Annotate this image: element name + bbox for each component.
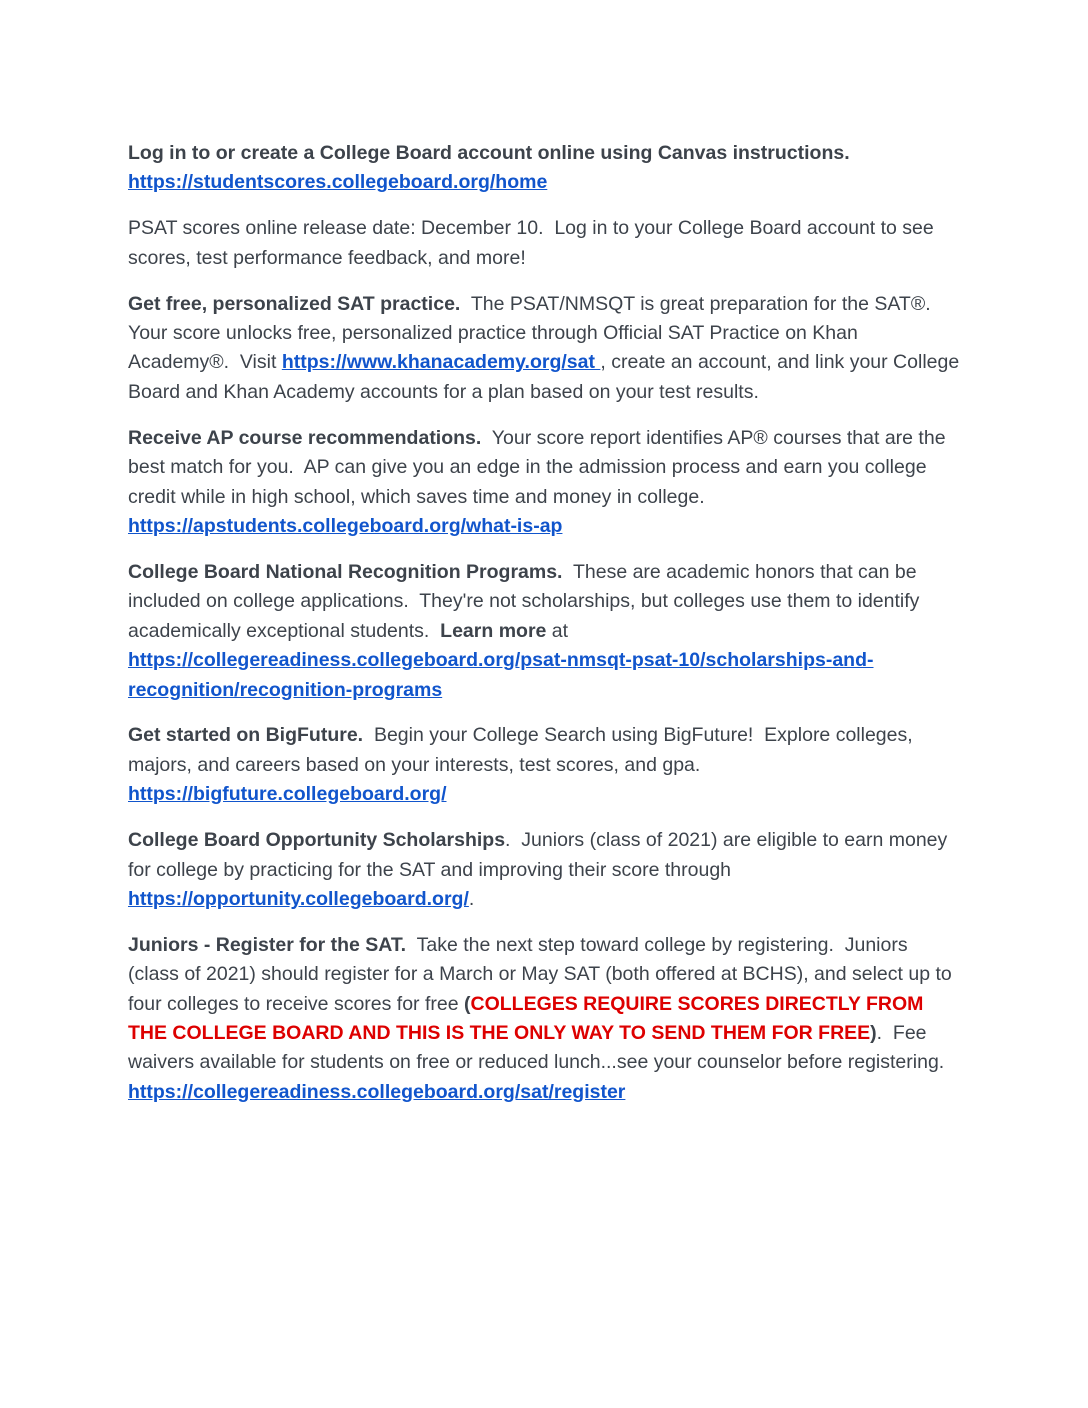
- para-register-sat: [128, 931, 960, 1107]
- document-body: [128, 139, 965, 1107]
- para-ap-recommendations: [128, 424, 960, 542]
- text-run: Get free, personalized SAT practice.: [128, 292, 461, 315]
- text-run: , create an account, and link your College Board and Khan Academy accounts for a plan based on your test results.: [128, 351, 965, 403]
- text-run: ): [870, 1022, 877, 1045]
- para-opportunity-scholarships: [128, 826, 960, 914]
- text-run: Get started on BigFuture.: [128, 724, 364, 747]
- link-recognition-programs[interactable]: https://collegereadiness.collegeboard.org/psat-nmsqt-psat-10/scholarships-and-recognition/recognition-programs: [128, 649, 874, 701]
- para-login-account: [128, 139, 960, 198]
- link-opportunity[interactable]: https://opportunity.collegeboard.org/: [128, 887, 469, 910]
- link-apstudents[interactable]: https://apstudents.collegeboard.org/what-is-ap: [128, 514, 563, 537]
- text-run: PSAT scores online release date: December 10. Log in to your College Board account to see scores, test performance feedback, and more!: [128, 217, 940, 269]
- link-studentscores[interactable]: https://studentscores.collegeboard.org/home: [128, 171, 548, 194]
- para-sat-practice: [128, 290, 965, 408]
- para-recognition-programs: [128, 558, 960, 705]
- text-run: . Fee waivers available for students on free or reduced lunch...see your counselor before registering.: [128, 1022, 945, 1074]
- link-khanacademy[interactable]: https://www.khanacademy.org/sat: [281, 351, 601, 374]
- text-run: (: [464, 992, 471, 1015]
- text-run: Log in to or create a College Board account online using Canvas instructions.: [128, 142, 850, 164]
- text-run: COLLEGES REQUIRE SCORES DIRECTLY FROM THE COLLEGE BOARD AND THIS IS THE ONLY WAY TO SEND THEM FOR FREE: [128, 992, 929, 1045]
- text-run: Begin your College Search using BigFuture! Explore colleges, majors, and careers based on your interests, test scores, and gpa.: [128, 724, 919, 776]
- link-bigfuture[interactable]: https://bigfuture.collegeboard.org/: [128, 783, 447, 806]
- text-run: . Juniors (class of 2021) are eligible to earn money for college by practicing for the SAT and improving their score through: [128, 829, 953, 881]
- text-run: These are academic honors that can be included on college applications. They're not scholarships, but colleges use them to identify academically exceptional students.: [128, 560, 925, 642]
- para-psat-release: [128, 214, 960, 273]
- text-run: Juniors - Register for the SAT.: [128, 933, 407, 956]
- link-sat-register[interactable]: https://collegereadiness.collegeboard.org/sat/register: [128, 1080, 626, 1103]
- text-run: Your score report identifies AP® courses that are the best match for you. AP can give you an edge in the admission process and earn you college credit while in high school, which saves time and money in college.: [128, 426, 951, 508]
- para-bigfuture: [128, 721, 960, 809]
- text-run: at: [546, 619, 569, 642]
- text-run: Learn more: [440, 619, 547, 642]
- text-run: College Board National Recognition Programs.: [128, 560, 563, 583]
- text-run: Take the next step toward college by registering. Juniors (class of 2021) should register for a March or May SAT (both offered at BCHS), and select up to four colleges to receive scores for free: [128, 933, 958, 1015]
- text-run: .: [468, 887, 475, 910]
- text-run: College Board Opportunity Scholarships: [128, 829, 506, 852]
- text-run: Receive AP course recommendations.: [128, 426, 482, 449]
- text-run: The PSAT/NMSQT is great preparation for the SAT®. Your score unlocks free, personalized practice through Official SAT Practice on Khan Academy®. Visit: [128, 292, 942, 374]
